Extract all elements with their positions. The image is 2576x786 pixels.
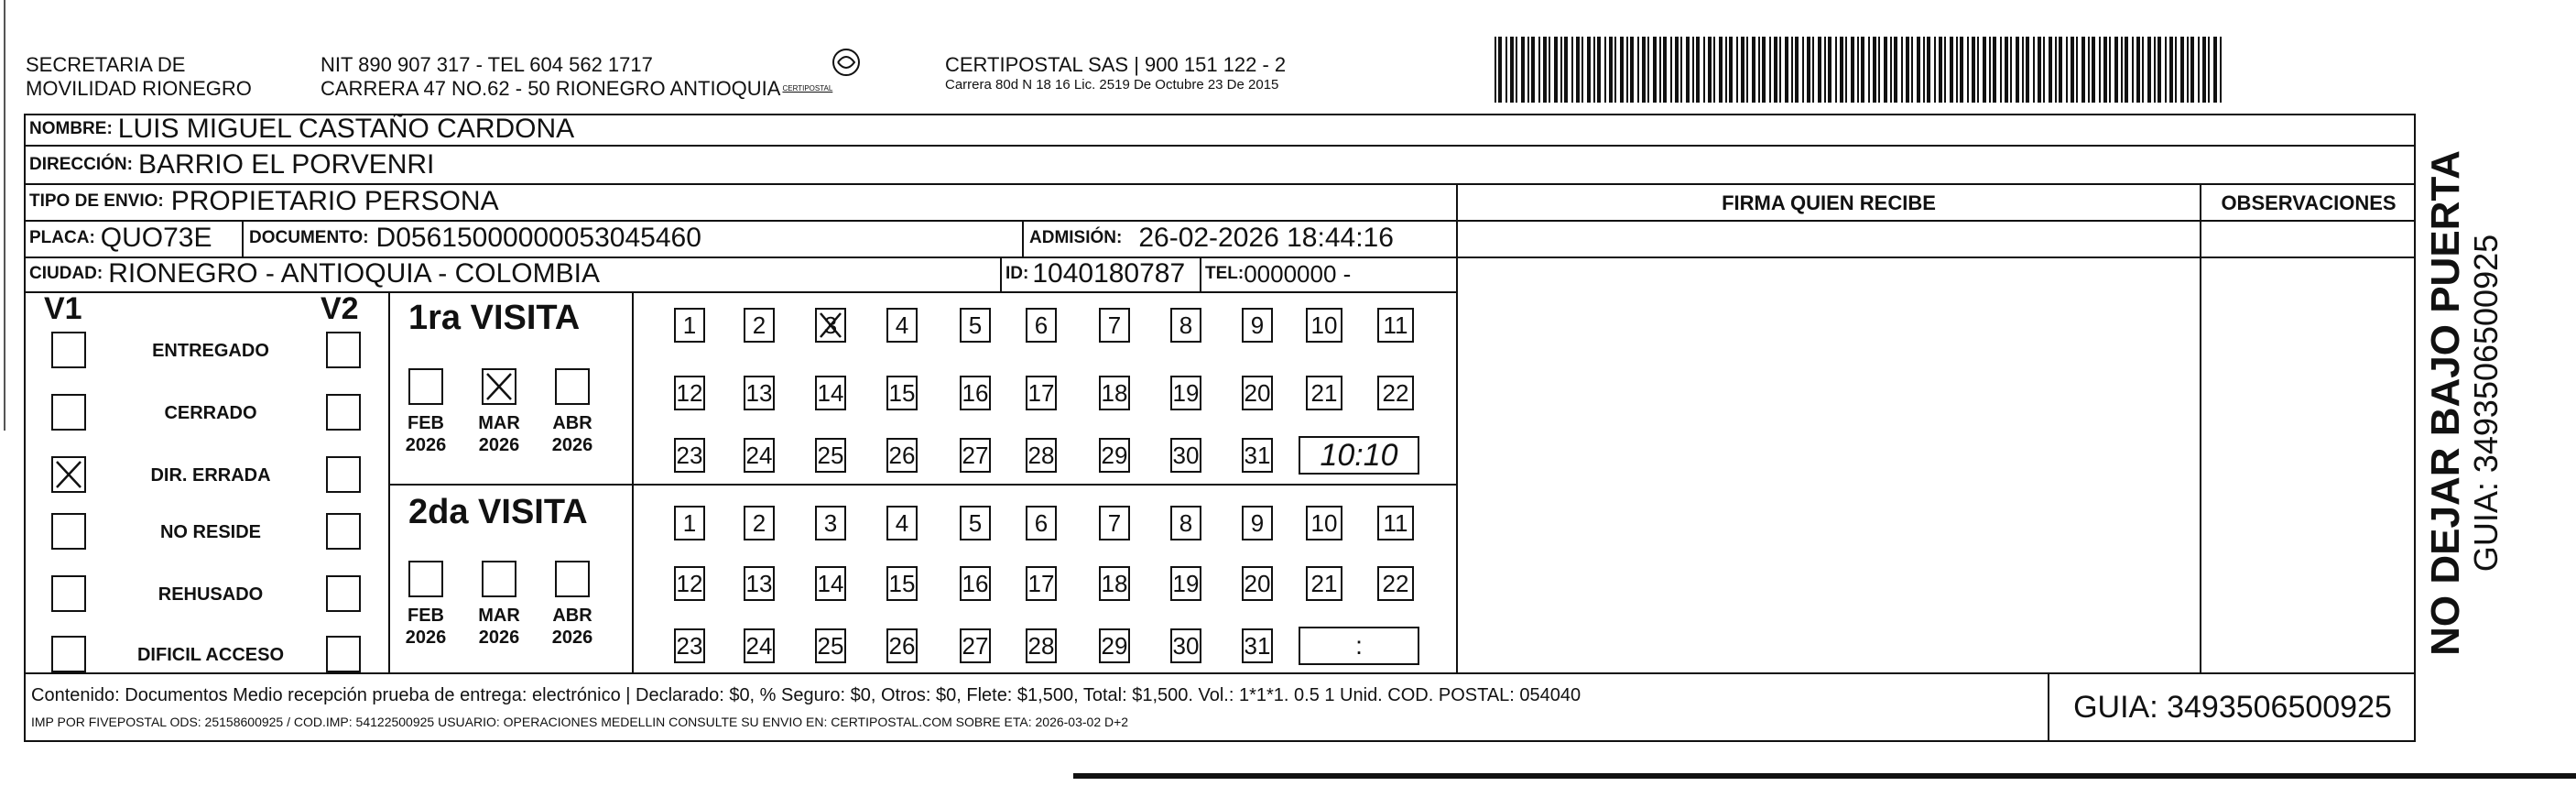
visit2-day-box[interactable]: [744, 506, 775, 540]
visit1-month-label: [545, 412, 600, 456]
visit2-day-box[interactable]: [674, 506, 705, 540]
day-number: 20: [1244, 569, 1271, 597]
visit2-day-box[interactable]: [1306, 566, 1342, 601]
visit2-day-box[interactable]: [674, 628, 705, 663]
day-number: 15: [888, 378, 916, 407]
day-number: 25: [817, 441, 844, 469]
day-number: 6: [1034, 311, 1049, 339]
day-number: 22: [1382, 569, 1409, 597]
visit2-day-box[interactable]: [674, 566, 705, 601]
visit1-day-box[interactable]: [744, 376, 775, 410]
tipo-row: [29, 183, 499, 220]
v2-label: V2: [321, 291, 359, 326]
visit2-time-field[interactable]: :: [1299, 627, 1419, 665]
day-number: 21: [1310, 378, 1338, 407]
visit1-day-box[interactable]: [674, 438, 705, 473]
day-number: 27: [962, 631, 989, 660]
visit1-day-box[interactable]: [1170, 308, 1201, 343]
status-option-label: REHUSADO: [158, 584, 264, 605]
courier-sub: Carrera 80d N 18 16 Lic. 2519 De Octubre 23 De 2015: [945, 77, 1279, 93]
v1-checkbox[interactable]: [51, 513, 86, 550]
observaciones-header: OBSERVACIONES: [2221, 191, 2397, 214]
nombre-label: NOMBRE:: [29, 119, 113, 138]
visit2-day-box[interactable]: [744, 628, 775, 663]
visit2-day-box[interactable]: [1099, 566, 1130, 601]
day-number: 28: [1027, 441, 1055, 469]
day-number: 5: [968, 508, 983, 537]
v1-checkbox[interactable]: [51, 394, 86, 431]
v1-checkbox[interactable]: [51, 456, 86, 493]
org-line-2: MOVILIDAD RIONEGRO: [26, 77, 252, 100]
ciudad-label: CIUDAD:: [29, 264, 103, 283]
day-number: 19: [1172, 378, 1200, 407]
day-number: 9: [1250, 508, 1265, 537]
logo-text: CERTIPOSTAL: [782, 84, 833, 93]
month-name: ABR: [552, 413, 592, 433]
day-number: 13: [745, 569, 773, 597]
visit1-month-label: [398, 412, 453, 456]
footer-contenido: Contenido: Documentos Medio recepción prueba de entrega: electrónico | Declarado: $0, % Seguro: $0, Otros: $0, Flete: $1,500, Total: $1,500. Vol.: 1*1*1. 0.5 1 Unid. COD. POSTAL: 054040: [31, 685, 1581, 705]
day-number: 6: [1034, 508, 1049, 537]
tel-label: TEL:: [1205, 264, 1245, 283]
status-option-label: ENTREGADO: [152, 341, 269, 361]
v1-checkbox[interactable]: [51, 575, 86, 612]
visit1-day-box[interactable]: [1026, 376, 1057, 410]
visit1-day-box[interactable]: [886, 376, 918, 410]
day-number: 11: [1383, 311, 1408, 339]
visit1-day-box[interactable]: [744, 438, 775, 473]
day-number: 1: [682, 311, 697, 339]
visit1-time-field[interactable]: 10:10: [1299, 436, 1419, 475]
day-number: 8: [1179, 311, 1193, 339]
day-number: 27: [962, 441, 989, 469]
v1-label: V1: [44, 291, 82, 326]
day-number: 28: [1027, 631, 1055, 660]
visit2-day-box[interactable]: [886, 628, 918, 663]
address-line: CARRERA 47 NO.62 - 50 RIONEGRO ANTIOQUIA: [321, 77, 781, 100]
month-name: MAR: [478, 413, 520, 433]
visit1-day-box[interactable]: [674, 308, 705, 343]
tipo-value: PROPIETARIO PERSONA: [170, 186, 499, 216]
direccion-label: DIRECCIÓN:: [29, 155, 133, 174]
day-number: 26: [888, 441, 916, 469]
month-name: FEB: [408, 413, 444, 433]
month-name: MAR: [478, 606, 520, 626]
day-number: 20: [1244, 378, 1271, 407]
visit1-day-box[interactable]: [886, 438, 918, 473]
visit2-day-box[interactable]: [1242, 628, 1273, 663]
id-label: ID:: [1005, 264, 1029, 283]
day-number: 23: [676, 441, 703, 469]
placa-label: PLACA:: [29, 228, 95, 247]
visit1-day-box[interactable]: [1242, 438, 1273, 473]
day-number: 22: [1382, 378, 1409, 407]
visit1-title: 1ra VISITA: [408, 299, 581, 337]
admision-label: ADMISIÓN:: [1029, 228, 1123, 247]
day-number: 29: [1101, 631, 1128, 660]
observaciones-area[interactable]: [2201, 222, 2414, 671]
day-number: 30: [1172, 631, 1200, 660]
visit1-day-box[interactable]: [960, 438, 991, 473]
visit1-day-box[interactable]: [1099, 376, 1130, 410]
barcode: [1495, 37, 2227, 103]
day-number: 15: [888, 569, 916, 597]
visit1-day-box[interactable]: [1026, 438, 1057, 473]
visit1-day-box[interactable]: [960, 376, 991, 410]
day-number: 21: [1310, 569, 1338, 597]
day-number: 3: [823, 508, 838, 537]
v2-checkbox[interactable]: [326, 332, 361, 368]
ciudad-value: RIONEGRO - ANTIOQUIA - COLOMBIA: [108, 258, 600, 289]
v2-checkbox[interactable]: [326, 575, 361, 612]
tipo-label: TIPO DE ENVIO:: [29, 191, 164, 211]
documento-label: DOCUMENTO:: [249, 228, 369, 247]
firma-header: FIRMA QUIEN RECIBE: [1722, 191, 1936, 214]
tel-value: 0000000 -: [1244, 259, 1352, 288]
visit1-day-box[interactable]: [1170, 438, 1201, 473]
visit2-day-box[interactable]: [1026, 506, 1057, 540]
day-number: 2: [752, 508, 766, 537]
visit2-day-box[interactable]: [886, 506, 918, 540]
visit2-day-box[interactable]: [1099, 628, 1130, 663]
status-option-label: DIFICIL ACCESO: [136, 645, 284, 665]
visit2-title: 2da VISITA: [408, 493, 588, 531]
v1-checkbox[interactable]: [51, 332, 86, 368]
day-number: 14: [817, 378, 844, 407]
month-year: 2026: [551, 628, 593, 648]
day-number: 26: [888, 631, 916, 660]
courier-line: CERTIPOSTAL SAS | 900 151 122 - 2: [945, 53, 1287, 76]
v2-checkbox[interactable]: [326, 636, 361, 672]
day-number: 25: [817, 631, 844, 660]
day-number: 16: [962, 569, 989, 597]
visit2-month-label: [545, 605, 600, 649]
firma-area[interactable]: [1458, 222, 2198, 671]
day-number: 19: [1172, 569, 1200, 597]
day-number: 8: [1179, 508, 1193, 537]
month-year: 2026: [478, 628, 520, 648]
day-number: 4: [895, 508, 909, 537]
day-number: 1: [682, 508, 697, 537]
visit1-day-box[interactable]: [1377, 308, 1414, 343]
month-name: FEB: [408, 606, 444, 626]
day-number: 31: [1244, 631, 1271, 660]
documento-value: D05615000000053045460: [375, 223, 701, 253]
month-year: 2026: [405, 435, 447, 455]
day-number: 2: [752, 311, 766, 339]
visit2-day-box[interactable]: [1026, 628, 1057, 663]
day-number: 13: [745, 378, 773, 407]
day-number: 11: [1383, 508, 1408, 537]
visit2-day-box[interactable]: [960, 506, 991, 540]
month-year: 2026: [478, 435, 520, 455]
visit1-day-box[interactable]: [1170, 376, 1201, 410]
visit1-day-box[interactable]: [1242, 308, 1273, 343]
visit2-day-box[interactable]: [886, 566, 918, 601]
id-value: 1040180787: [1032, 258, 1186, 289]
certipostal-logo-icon: [830, 46, 863, 79]
day-number: 7: [1107, 311, 1122, 339]
day-number: 23: [676, 631, 703, 660]
id-field: [1005, 257, 1185, 291]
ciudad-field: [29, 257, 600, 291]
visit2-month-checkbox[interactable]: [482, 561, 516, 597]
visit2-day-box[interactable]: [744, 566, 775, 601]
status-option-label: NO RESIDE: [159, 522, 262, 542]
visit1-day-box[interactable]: [886, 308, 918, 343]
check-x-icon: [484, 370, 515, 403]
month-year: 2026: [405, 628, 447, 648]
status-option-label: CERRADO: [164, 403, 257, 423]
visit2-day-box[interactable]: [1242, 566, 1273, 601]
check-x-icon: [53, 458, 84, 491]
day-number: 12: [676, 569, 703, 597]
visit2-day-box[interactable]: [960, 566, 991, 601]
day-number: 14: [817, 569, 844, 597]
visit1-day-box[interactable]: [1242, 376, 1273, 410]
nombre-value: LUIS MIGUEL CASTAÑO CARDONA: [117, 114, 575, 144]
day-number: 16: [962, 378, 989, 407]
visit1-month-checkbox[interactable]: [408, 368, 443, 405]
placa-field: [29, 220, 212, 257]
visit2-month-label: [472, 605, 527, 649]
day-number: 17: [1027, 378, 1055, 407]
direccion-row: [29, 147, 434, 183]
visit1-day-box[interactable]: [1377, 376, 1414, 410]
month-year: 2026: [551, 435, 593, 455]
org-line-1: SECRETARIA DE: [26, 53, 186, 76]
org-name: [26, 53, 252, 101]
nombre-row: [29, 112, 574, 147]
day-number: 3: [823, 311, 838, 339]
day-number: 18: [1101, 378, 1128, 407]
day-number: 4: [895, 311, 909, 339]
visit2-month-checkbox[interactable]: [408, 561, 443, 597]
day-number: 29: [1101, 441, 1128, 469]
day-number: 10: [1310, 311, 1338, 339]
v2-checkbox[interactable]: [326, 394, 361, 431]
day-number: 17: [1027, 569, 1055, 597]
visit2-day-box[interactable]: [1099, 506, 1130, 540]
visit2-day-box[interactable]: [960, 628, 991, 663]
placa-value: QUO73E: [100, 223, 212, 253]
visit2-day-box[interactable]: [1170, 506, 1201, 540]
v2-checkbox[interactable]: [326, 513, 361, 550]
visit2-day-box[interactable]: [815, 566, 846, 601]
visit2-day-box[interactable]: [1170, 628, 1201, 663]
day-number: 18: [1101, 569, 1128, 597]
day-number: 24: [745, 441, 773, 469]
admision-value: 26-02-2026 18:44:16: [1138, 223, 1394, 253]
visit1-day-box[interactable]: [1026, 308, 1057, 343]
visit1-day-box[interactable]: [1306, 376, 1342, 410]
visit2-day-box[interactable]: [815, 506, 846, 540]
day-number: 31: [1244, 441, 1271, 469]
visit1-day-box[interactable]: [1099, 308, 1130, 343]
visit1-day-box[interactable]: [815, 438, 846, 473]
visit1-day-box[interactable]: [815, 308, 846, 343]
month-name: ABR: [552, 606, 592, 626]
visit2-day-box[interactable]: [1306, 506, 1342, 540]
day-number: 9: [1250, 311, 1265, 339]
visit1-day-box[interactable]: [1099, 438, 1130, 473]
visit2-day-box[interactable]: [1377, 566, 1414, 601]
visit1-day-box[interactable]: [960, 308, 991, 343]
side-notice-line1: NO DEJAR BAJO PUERTA: [2423, 150, 2468, 656]
visit1-month-checkbox[interactable]: [482, 368, 516, 405]
day-number: 30: [1172, 441, 1200, 469]
visit2-day-box[interactable]: [1170, 566, 1201, 601]
org-contact: [321, 53, 832, 101]
visit2-month-checkbox[interactable]: [555, 561, 590, 597]
day-number: 10: [1310, 508, 1338, 537]
day-number: 12: [676, 378, 703, 407]
documento-field: [249, 220, 701, 257]
v1-checkbox[interactable]: [51, 636, 86, 672]
visit1-month-checkbox[interactable]: [555, 368, 590, 405]
visit2-month-label: [398, 605, 453, 649]
visit1-day-box[interactable]: [1306, 308, 1342, 343]
check-x-icon: [817, 310, 844, 341]
nit-line: NIT 890 907 317 - TEL 604 562 1717: [321, 53, 653, 76]
day-number: 24: [745, 631, 773, 660]
visit2-day-box[interactable]: [1026, 566, 1057, 601]
visit1-day-box[interactable]: [744, 308, 775, 343]
tel-field: [1205, 257, 1351, 291]
courier-info: [945, 53, 1286, 93]
footer-imp: IMP POR FIVEPOSTAL ODS: 25158600925 / COD.IMP: 54122500925 USUARIO: OPERACIONES MEDELLIN CONSULTE SU ENVIO EN: CERTIPOSTAL.COM SOBRE ETA: 2026-03-02 D+2: [31, 715, 1129, 729]
day-number: 7: [1107, 508, 1122, 537]
visit1-day-box[interactable]: [815, 376, 846, 410]
visit2-day-box[interactable]: [1242, 506, 1273, 540]
status-option-label: DIR. ERRADA: [150, 465, 271, 486]
v2-checkbox[interactable]: [326, 456, 361, 493]
visit1-day-box[interactable]: [674, 376, 705, 410]
admision-field: [1029, 220, 1394, 257]
side-notice-line2: GUIA: 3493506500925: [2467, 234, 2505, 573]
side-notice: [2423, 147, 2505, 660]
footer-guia: GUIA: 3493506500925: [2073, 689, 2392, 725]
direccion-value: BARRIO EL PORVENRI: [137, 149, 435, 180]
day-number: 5: [968, 311, 983, 339]
visit1-month-label: [472, 412, 527, 456]
visit2-day-box[interactable]: [1377, 506, 1414, 540]
visit2-day-box[interactable]: [815, 628, 846, 663]
